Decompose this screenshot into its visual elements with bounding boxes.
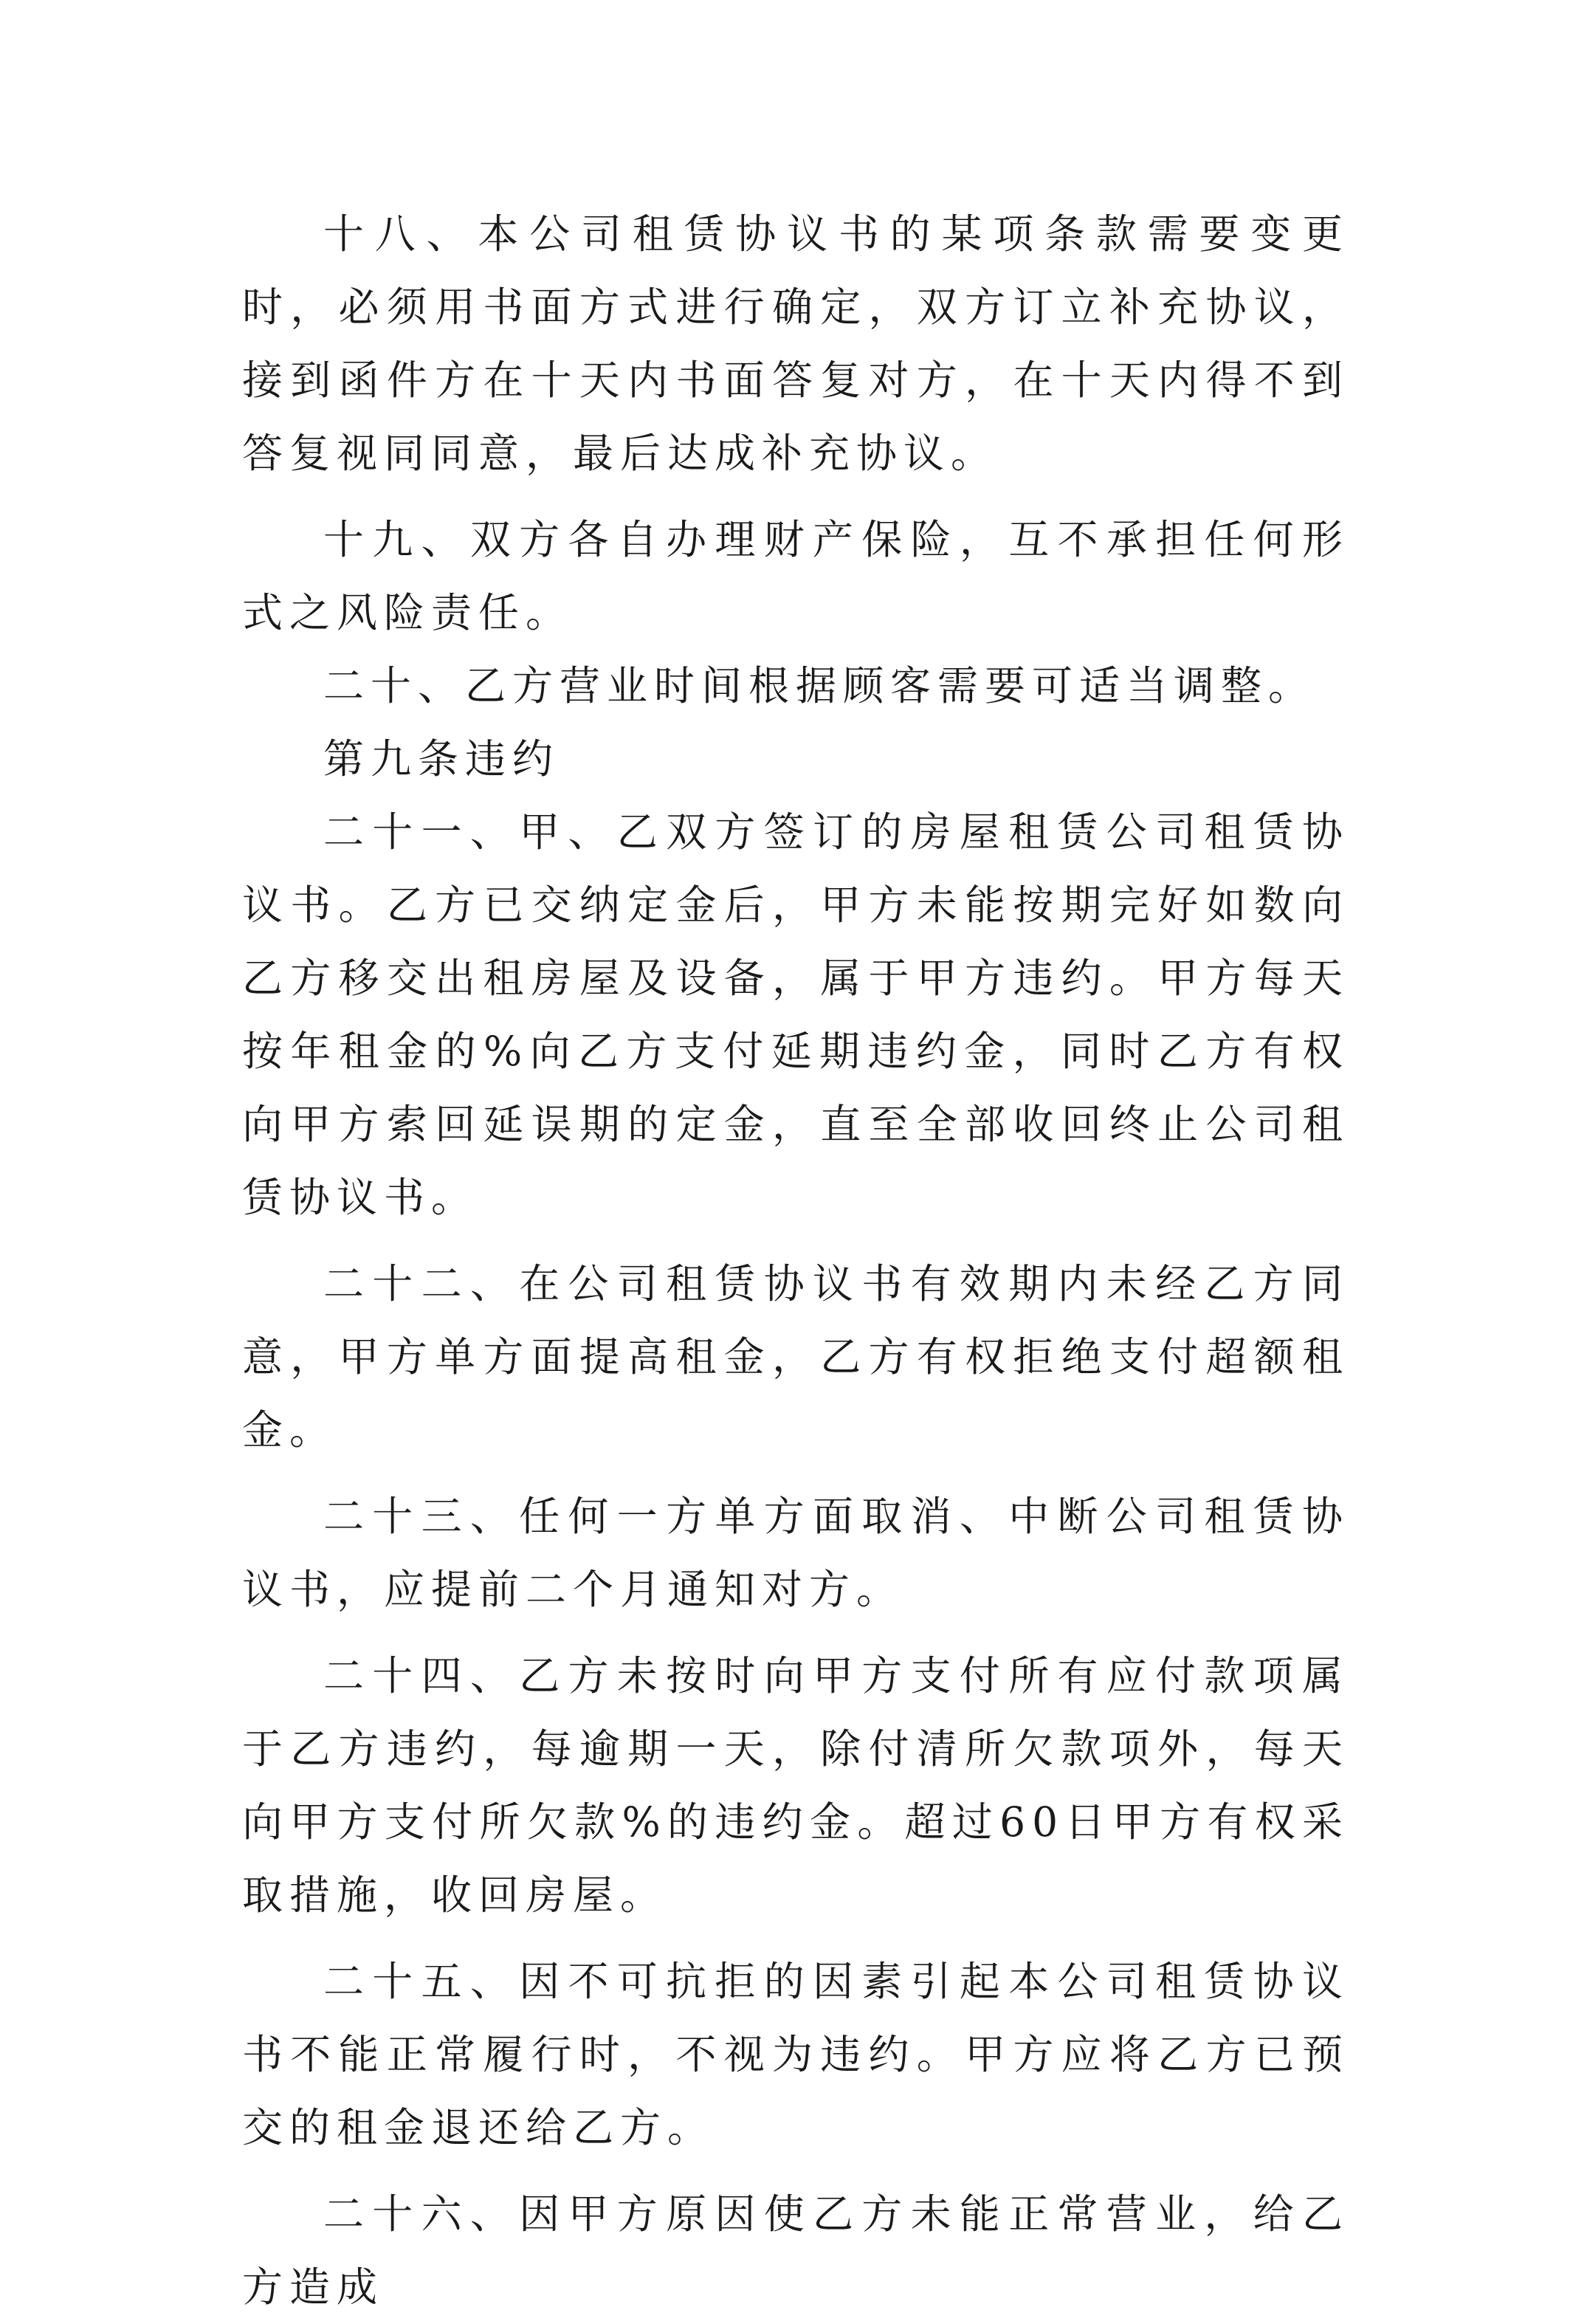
clause-25-paragraph: 二十五、因不可抗拒的因素引起本公司租赁协议书不能正常履行时，不视为违约。甲方应将乙方已预交的租金退还给乙方。 bbox=[242, 1958, 1349, 2151]
document-body bbox=[242, 198, 1349, 2324]
clause-20-paragraph: 二十、乙方营业时间根据顾客需要可适当调整。 bbox=[323, 662, 1316, 709]
clause-19-paragraph: 十九、双方各自办理财产保险，互不承担任何形式之风险责任。 bbox=[242, 516, 1349, 636]
clause-24-paragraph: 二十四、乙方未按时向甲方支付所有应付款项属于乙方违约，每逾期一天，除付清所欠款项外，每天向甲方支付所欠款%的违约金。超过60日甲方有权采取措施，收回房屋。 bbox=[242, 1652, 1349, 1919]
clause-22-paragraph: 二十二、在公司租赁协议书有效期内未经乙方同意，甲方单方面提高租金，乙方有权拒绝支付超额租金。 bbox=[242, 1260, 1349, 1454]
clause-18-paragraph: 十八、本公司租赁协议书的某项条款需要变更时，必须用书面方式进行确定，双方订立补充协议，接到函件方在十天内书面答复对方，在十天内得不到答复视同同意，最后达成补充协议。 bbox=[242, 210, 1349, 477]
article-9-heading: 第九条违约 bbox=[323, 735, 560, 783]
clause-21-paragraph: 二十一、甲、乙双方签订的房屋租赁公司租赁协议书。乙方已交纳定金后，甲方未能按期完好如数向乙方移交出租房屋及设备，属于甲方违约。甲方每天按年租金的%向乙方支付延期违约金，同时乙方有权向甲方索回延误期的定金，直至全部收回终止公司租赁协议书。 bbox=[242, 808, 1349, 1221]
clause-26-paragraph: 二十六、因甲方原因使乙方未能正常营业，给乙方造成 bbox=[242, 2190, 1349, 2311]
clause-23-paragraph: 二十三、任何一方单方面取消、中断公司租赁协议书，应提前二个月通知对方。 bbox=[242, 1493, 1349, 1613]
